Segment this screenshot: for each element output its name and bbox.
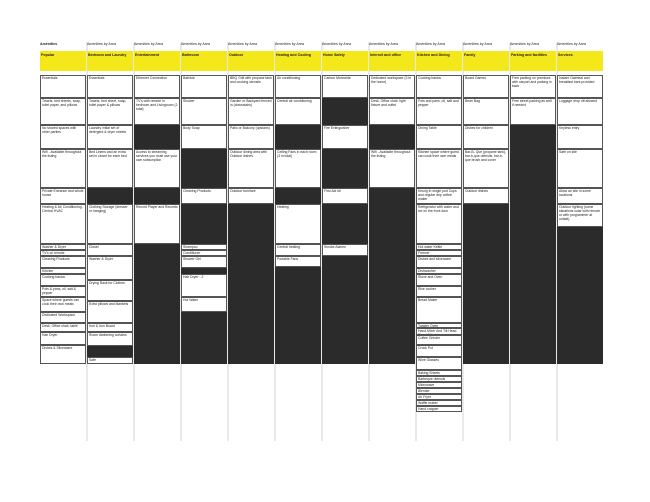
area-label: Amenities by Area — [322, 42, 351, 46]
column-body — [322, 71, 368, 364]
amenity-cell[interactable]: Hair Dryer - 2 — [181, 274, 227, 297]
amenity-cell[interactable]: Shampoo — [181, 244, 227, 250]
amenity-cell[interactable]: Smoke Alarms — [322, 244, 368, 256]
amenity-cell[interactable]: Closet — [87, 244, 133, 256]
empty-cell[interactable] — [322, 149, 368, 188]
empty-cell[interactable] — [510, 125, 556, 364]
column-body — [228, 71, 274, 364]
amenity-cell[interactable]: Wifi - Available throughout the listing — [40, 149, 86, 188]
amenity-cell[interactable]: Ethernet Connection — [134, 75, 180, 98]
amenity-cell[interactable]: Body Soap — [181, 125, 227, 149]
amenity-cell[interactable]: TV's with remote in bedroom and Livingroom (2 total) — [134, 98, 180, 125]
amenity-cell[interactable]: Laundry initial set of detergent & dryer sheets — [87, 125, 133, 149]
column-header[interactable]: Entertainment — [134, 51, 180, 71]
amenity-cell[interactable]: Dishes for children — [463, 125, 509, 149]
column-heating-and-cooling — [275, 42, 321, 364]
amenity-cell[interactable]: Instant Oatmeal and breakfast bars provided — [557, 75, 603, 98]
area-label: Amenities by Area — [134, 42, 163, 46]
amenity-cell[interactable]: Allow an site in some locations — [557, 188, 603, 204]
column-body — [87, 71, 133, 364]
amenity-cell[interactable]: Extra pillows and blankets — [87, 301, 133, 323]
amenity-cell[interactable]: Fire Extinguisher — [322, 125, 368, 149]
amenity-cell[interactable]: Kitchen — [40, 268, 86, 274]
empty-cell[interactable] — [134, 125, 180, 149]
amenity-cell[interactable]: Keurig in single pod Cups and regular drip coffee maker — [416, 188, 462, 204]
amenity-cell[interactable]: Bread Maker — [416, 297, 462, 323]
column-services — [557, 42, 603, 364]
column-body — [510, 71, 556, 364]
empty-cell[interactable] — [275, 267, 321, 364]
column-outdoor — [228, 42, 274, 364]
amenity-cell[interactable]: Cleaning Products — [181, 188, 227, 204]
amenity-cell[interactable]: Garden or Backyard fenced in (downstairs) — [228, 98, 274, 125]
amenity-cell[interactable]: Outdoor lighting (some situations solar with remote or with programmer at outsdt) — [557, 204, 603, 227]
amenity-cell[interactable]: Heating & Air Conditioning - Central HVAC — [40, 204, 86, 244]
area-label: Amenities by Area — [228, 42, 257, 46]
amenity-cell[interactable]: Board Games — [463, 75, 509, 98]
column-header[interactable]: Bedroom and Laundry — [87, 51, 133, 71]
amenity-cell[interactable]: Rice cooker — [416, 286, 462, 297]
area-label: Amenities — [40, 42, 58, 46]
column-bedroom-and-laundry — [87, 42, 133, 364]
amenity-cell[interactable]: Record Player and Records — [134, 204, 180, 244]
area-label: Amenities by Area — [463, 42, 492, 46]
area-label: Amenities by Area — [369, 42, 398, 46]
column-header[interactable]: Outdoor — [228, 51, 274, 71]
amenity-cell[interactable]: Essentials — [40, 75, 86, 98]
amenity-cell[interactable]: Blender — [416, 388, 462, 394]
amenity-cell[interactable]: Dishes and silverware — [416, 256, 462, 268]
amenity-cell[interactable]: Bed Linens and an extra set in closet for each bed. — [87, 149, 133, 188]
amenity-cell[interactable]: Crock Pot — [416, 345, 462, 357]
amenity-cell[interactable]: Shower Gel — [181, 256, 227, 268]
amenity-cell[interactable]: Portable Fans — [275, 256, 321, 267]
column-body — [134, 71, 180, 364]
amenity-cell[interactable]: Barbeque utensils — [416, 376, 462, 382]
amenity-cell[interactable]: Shower — [181, 98, 227, 125]
empty-cell[interactable] — [322, 256, 368, 364]
empty-cell[interactable] — [322, 204, 368, 244]
amenity-cell[interactable]: Bathtub — [181, 75, 227, 98]
column-bathroom — [181, 42, 227, 364]
amenity-cell[interactable]: Ceiling Fans in each room (3 in total) — [275, 149, 321, 188]
amenity-cell[interactable]: Coffee Grinder — [416, 335, 462, 345]
amenity-cell[interactable]: Towels, bed sheets, soap, toilet paper, and pillows — [40, 98, 86, 125]
column-body — [181, 71, 227, 364]
amenity-cell[interactable]: Air conditioning — [275, 75, 321, 98]
amenity-cell[interactable]: Dining Table — [416, 125, 462, 149]
amenity-cell[interactable]: Private Entrance and whole house — [40, 188, 86, 204]
amenity-cell[interactable]: Air Fryer — [416, 394, 462, 400]
amenity-cell[interactable]: Waffle maker — [416, 400, 462, 406]
amenity-cell[interactable]: Stove and Oven — [416, 274, 462, 286]
amenity-cell[interactable]: Outdoor dishes — [463, 188, 509, 204]
amenity-cell[interactable]: Bar-B- Que (propane tank), bar-b-que utensils, bar-b-que brush and cover — [463, 149, 509, 188]
column-internet-and-office — [369, 42, 415, 364]
empty-cell[interactable] — [275, 125, 321, 149]
amenity-cell[interactable]: Clothing Storage (dresser or hanging) — [87, 204, 133, 244]
amenity-cell[interactable]: Wine Glasses — [416, 357, 462, 370]
column-parking-and-facilities — [510, 42, 556, 364]
amenity-cell[interactable]: Space where guests can cook their own meals — [40, 297, 86, 312]
amenity-cell[interactable]: Patio or Balcony (upstairs) — [228, 125, 274, 149]
amenity-cell[interactable]: Hot Water — [181, 297, 227, 312]
amenity-cell[interactable]: Dishwasher — [416, 268, 462, 274]
area-label: Amenities by Area — [87, 42, 116, 46]
empty-cell[interactable] — [463, 204, 509, 364]
amenity-cell[interactable]: Free street parking as well if needed — [510, 98, 556, 125]
amenity-cell[interactable]: Room darkening curtains — [87, 332, 133, 346]
amenity-cell[interactable]: Baking Sheets — [416, 370, 462, 376]
column-popular — [40, 42, 86, 364]
column-kitchen-and-dining — [416, 42, 462, 412]
amenity-cell[interactable]: Essentials — [87, 75, 133, 98]
empty-cell[interactable] — [87, 346, 133, 357]
empty-cell[interactable] — [181, 312, 227, 364]
column-body — [369, 71, 415, 364]
amenity-cell[interactable]: Cooking basics — [416, 75, 462, 98]
column-header[interactable]: Heating and Cooling — [275, 51, 321, 71]
empty-cell[interactable] — [181, 204, 227, 244]
empty-cell[interactable] — [369, 188, 415, 364]
empty-cell[interactable] — [275, 188, 321, 204]
column-header[interactable]: Family — [463, 51, 509, 71]
empty-cell[interactable] — [557, 227, 603, 364]
empty-cell[interactable] — [369, 125, 415, 149]
amenity-cell[interactable]: BBQ Grill with propane tank and cooking utensils — [228, 75, 274, 98]
amenity-cell[interactable]: Hand Mixer And Tilt Head Stand Mixer — [416, 328, 462, 335]
amenity-cell[interactable]: TV's w/ remote — [40, 250, 86, 256]
column-body — [40, 71, 86, 364]
amenity-cell[interactable]: Bean Bag — [463, 98, 509, 125]
amenity-cell[interactable]: Desk, Office chair, light fixture and outlet — [369, 98, 415, 125]
amenity-cell[interactable]: Hand crapper — [416, 406, 462, 412]
area-label: Amenities by Area — [181, 42, 210, 46]
column-header[interactable]: Kitchen and Dining — [416, 51, 462, 71]
column-family — [463, 42, 509, 364]
column-entertainment — [134, 42, 180, 364]
amenity-cell[interactable]: Free parking on premises with carport and parking in back — [510, 75, 556, 98]
empty-cell[interactable] — [134, 244, 180, 364]
amenity-cell[interactable]: Outdoor furniture — [228, 188, 274, 204]
column-header[interactable]: Home Safety — [322, 51, 368, 71]
area-label: Amenities by Area — [416, 42, 445, 46]
column-header[interactable]: Bathroom — [181, 51, 227, 71]
empty-cell[interactable] — [181, 149, 227, 188]
amenity-cell[interactable]: Access to streaming services you must use your own subscription — [134, 149, 180, 188]
amenity-cell[interactable]: Cooking basics — [40, 274, 86, 286]
amenity-cell[interactable]: Carbon Monoxide — [322, 75, 368, 98]
amenity-cell[interactable]: Hair Dryer — [40, 332, 86, 345]
amenity-cell[interactable]: Wifi - Available throughout the listing — [369, 149, 415, 188]
amenity-cell[interactable]: Desk, Office chair, table — [40, 323, 86, 332]
amenity-cell[interactable]: Pots & pans, oil, salt & pepper — [40, 286, 86, 297]
amenity-cell[interactable]: Freezer — [416, 250, 462, 256]
amenity-cell[interactable]: Towels, bed sheet, soap, toilet paper & pillows — [87, 98, 133, 125]
amenity-cell[interactable]: Cleaning Products — [40, 256, 86, 268]
empty-cell[interactable] — [228, 204, 274, 364]
amenity-cell[interactable]: Keyless entry — [557, 125, 603, 149]
amenity-cell[interactable]: Refrigerator with water and ice on the front door — [416, 204, 462, 244]
column-body — [557, 71, 603, 364]
amenity-cell[interactable]: Kitchen space where guest can cook their own meals — [416, 149, 462, 188]
empty-cell[interactable] — [87, 188, 133, 204]
amenity-cell[interactable]: Safe — [87, 357, 133, 364]
amenity-cell[interactable]: No shared spaces with other parties — [40, 125, 86, 149]
empty-cell[interactable] — [134, 188, 180, 204]
amenity-cell[interactable]: Dedicated workspace (3 in the home) — [369, 75, 415, 98]
area-label: Amenities by Area — [510, 42, 539, 46]
column-header[interactable]: Popular — [40, 51, 86, 71]
amenity-cell[interactable]: Luggage drop off allowed — [557, 98, 603, 125]
column-home-safety — [322, 42, 368, 364]
amenity-cell[interactable]: First Aid kit — [322, 188, 368, 204]
amenity-cell[interactable]: Central heating — [275, 244, 321, 256]
amenity-cell[interactable]: Microwave — [416, 382, 462, 388]
column-body — [275, 71, 321, 364]
amenity-cell[interactable]: Iron & Iron Board — [87, 323, 133, 332]
column-header[interactable]: Services — [557, 51, 603, 71]
amenity-cell[interactable]: Toaster Oven — [416, 323, 462, 328]
area-label: Amenities by Area — [275, 42, 304, 46]
amenity-cell[interactable]: Central air conditioning — [275, 98, 321, 125]
column-header[interactable]: Parking and facilities — [510, 51, 556, 71]
amenity-cell[interactable]: Drying Rack for Clothes — [87, 280, 133, 301]
amenity-cell[interactable]: Washer & Dryer — [40, 244, 86, 250]
amenity-cell[interactable]: Dishes & Silverware — [40, 345, 86, 364]
amenity-cell[interactable]: Washer & Dryer — [87, 256, 133, 280]
area-label: Amenities by Area — [557, 42, 586, 46]
empty-cell[interactable] — [322, 98, 368, 125]
column-body — [416, 71, 462, 412]
column-header[interactable]: Internet and office — [369, 51, 415, 71]
amenity-cell[interactable]: Conditioner — [181, 250, 227, 256]
amenity-cell[interactable]: Safe on site — [557, 149, 603, 188]
amenity-cell[interactable]: Dedicated Workspace — [40, 312, 86, 323]
amenity-cell[interactable]: Pots and pans, oil, salt and pepper — [416, 98, 462, 125]
amenity-cell[interactable]: Hot water Kettle — [416, 244, 462, 250]
amenity-cell[interactable]: Outdoor dining area with Outdoor dishes — [228, 149, 274, 188]
amenity-cell[interactable]: Heating — [275, 204, 321, 244]
column-body — [463, 71, 509, 364]
